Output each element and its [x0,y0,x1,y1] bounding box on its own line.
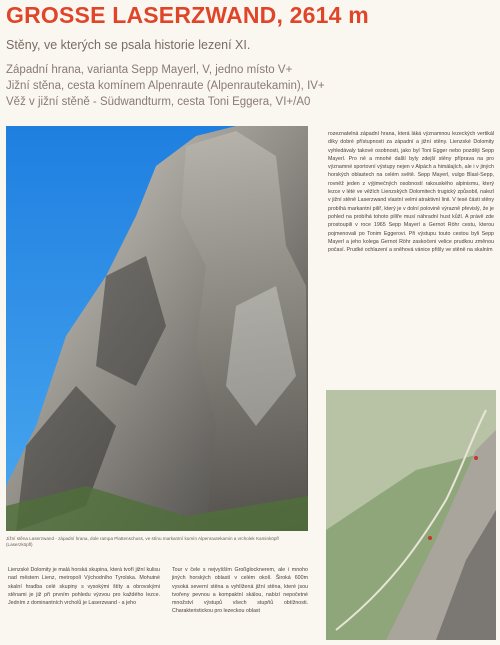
article-paragraph: Tour v čele s nejvyšším Großglocknerem, ale i mnoho jiných horských oblastí v celém okolí. Široká 600m vysoká severní stěna a vyhlížená jižní stěna, které jsou tvořeny pevnou a kompaktní skálou, nabízí nepočetné množství výstupů všech stupňů obtížnosti. Charakteristickou pro lezeckou oblast [172,567,308,615]
article-column-bottom-middle [172,566,308,616]
route-item: Věž v jižní stěně - Südwandturm, cesta Toni Eggera, VI+/A0 [6,96,311,108]
article-paragraph: Lienzské Dolomity je malá horská skupina, která tvoří jižní kulisu nad městem Lienz, metropolí Východního Tyrolska. Mohutné skalní hradba celé skupiny s vysokými štíty a obrovskými stěnami je již při prvním pohledu výzvou pro každého lezce. Jedním z dominantních vrcholů je Laserzwand - a jeho [8,567,160,607]
article-column-right [328,130,494,254]
route-list [6,62,426,110]
mountain-photo [6,126,308,531]
route-item: Jižní stěna, cesta komínem Alpenraute (Alpenrautekamin), IV+ [6,80,325,92]
article-column-bottom-left [8,566,160,607]
photo-caption: Jižní stěna Laserzwand - západní hrana, dole rampa Plattenschuss, ve stínu markantní komín Alpenrautekamin a vrcholek Kaminköpfl (Laserzköpfl) [6,536,279,547]
article-title: GROSSE LASERZWAND, 2614 m [6,2,369,28]
climber-photo [326,390,496,640]
article-paragraph: rozeznatelná západní hrana, která láká významnou lezeckých vertikál díky dobré přístupnosti za západní a jižní stěny. Lienzské Dolomity vyhledávaly takové osobnosti, jako byl Toni Egger nebo později Sepp Mayerl. Pro ně a mnohé další byly zdejší stěny příprava na pro významné sportovní výstupy nejen v Alpách a himálajích, ale i v jiných horských oblastech na celém světě. Sepp Mayerl, vulgo Blasl-Sepp, rovněž jeden z výjimečných osobností rakouského alpinismu, který lezce v lété ve věžích Lienzských Dolomitech trugický způsobil, nalezl v jižní stěně Laserzwand vlastní velmi atraktivní linii. V tesé části stěny probíhá markantní pilíř, který je v dolní polovině výrazně převislý, že je pohled na probíhá tohoto pilíře musí náhradní hust kůží. A právě zde prostoupili v roce 1965 Sepp Mayerl a Gernot Röhr cestu, kterou pojmenovali po Tonim Eggerovi. Při výstupu touto cestou byli Sepp Mayerl a jeho kolega Gernot Röhr zaskočeni velice prudkou změnou počasí. Prudké ochlazení a sněhová vánice přišly ve stěně na skalním [328,131,494,254]
article-subtitle: Stěny, ve kterých se psala historie lezení XI. [6,38,251,52]
route-item: Západní hrana, varianta Sepp Mayerl, V, jedno místo V+ [6,64,293,76]
